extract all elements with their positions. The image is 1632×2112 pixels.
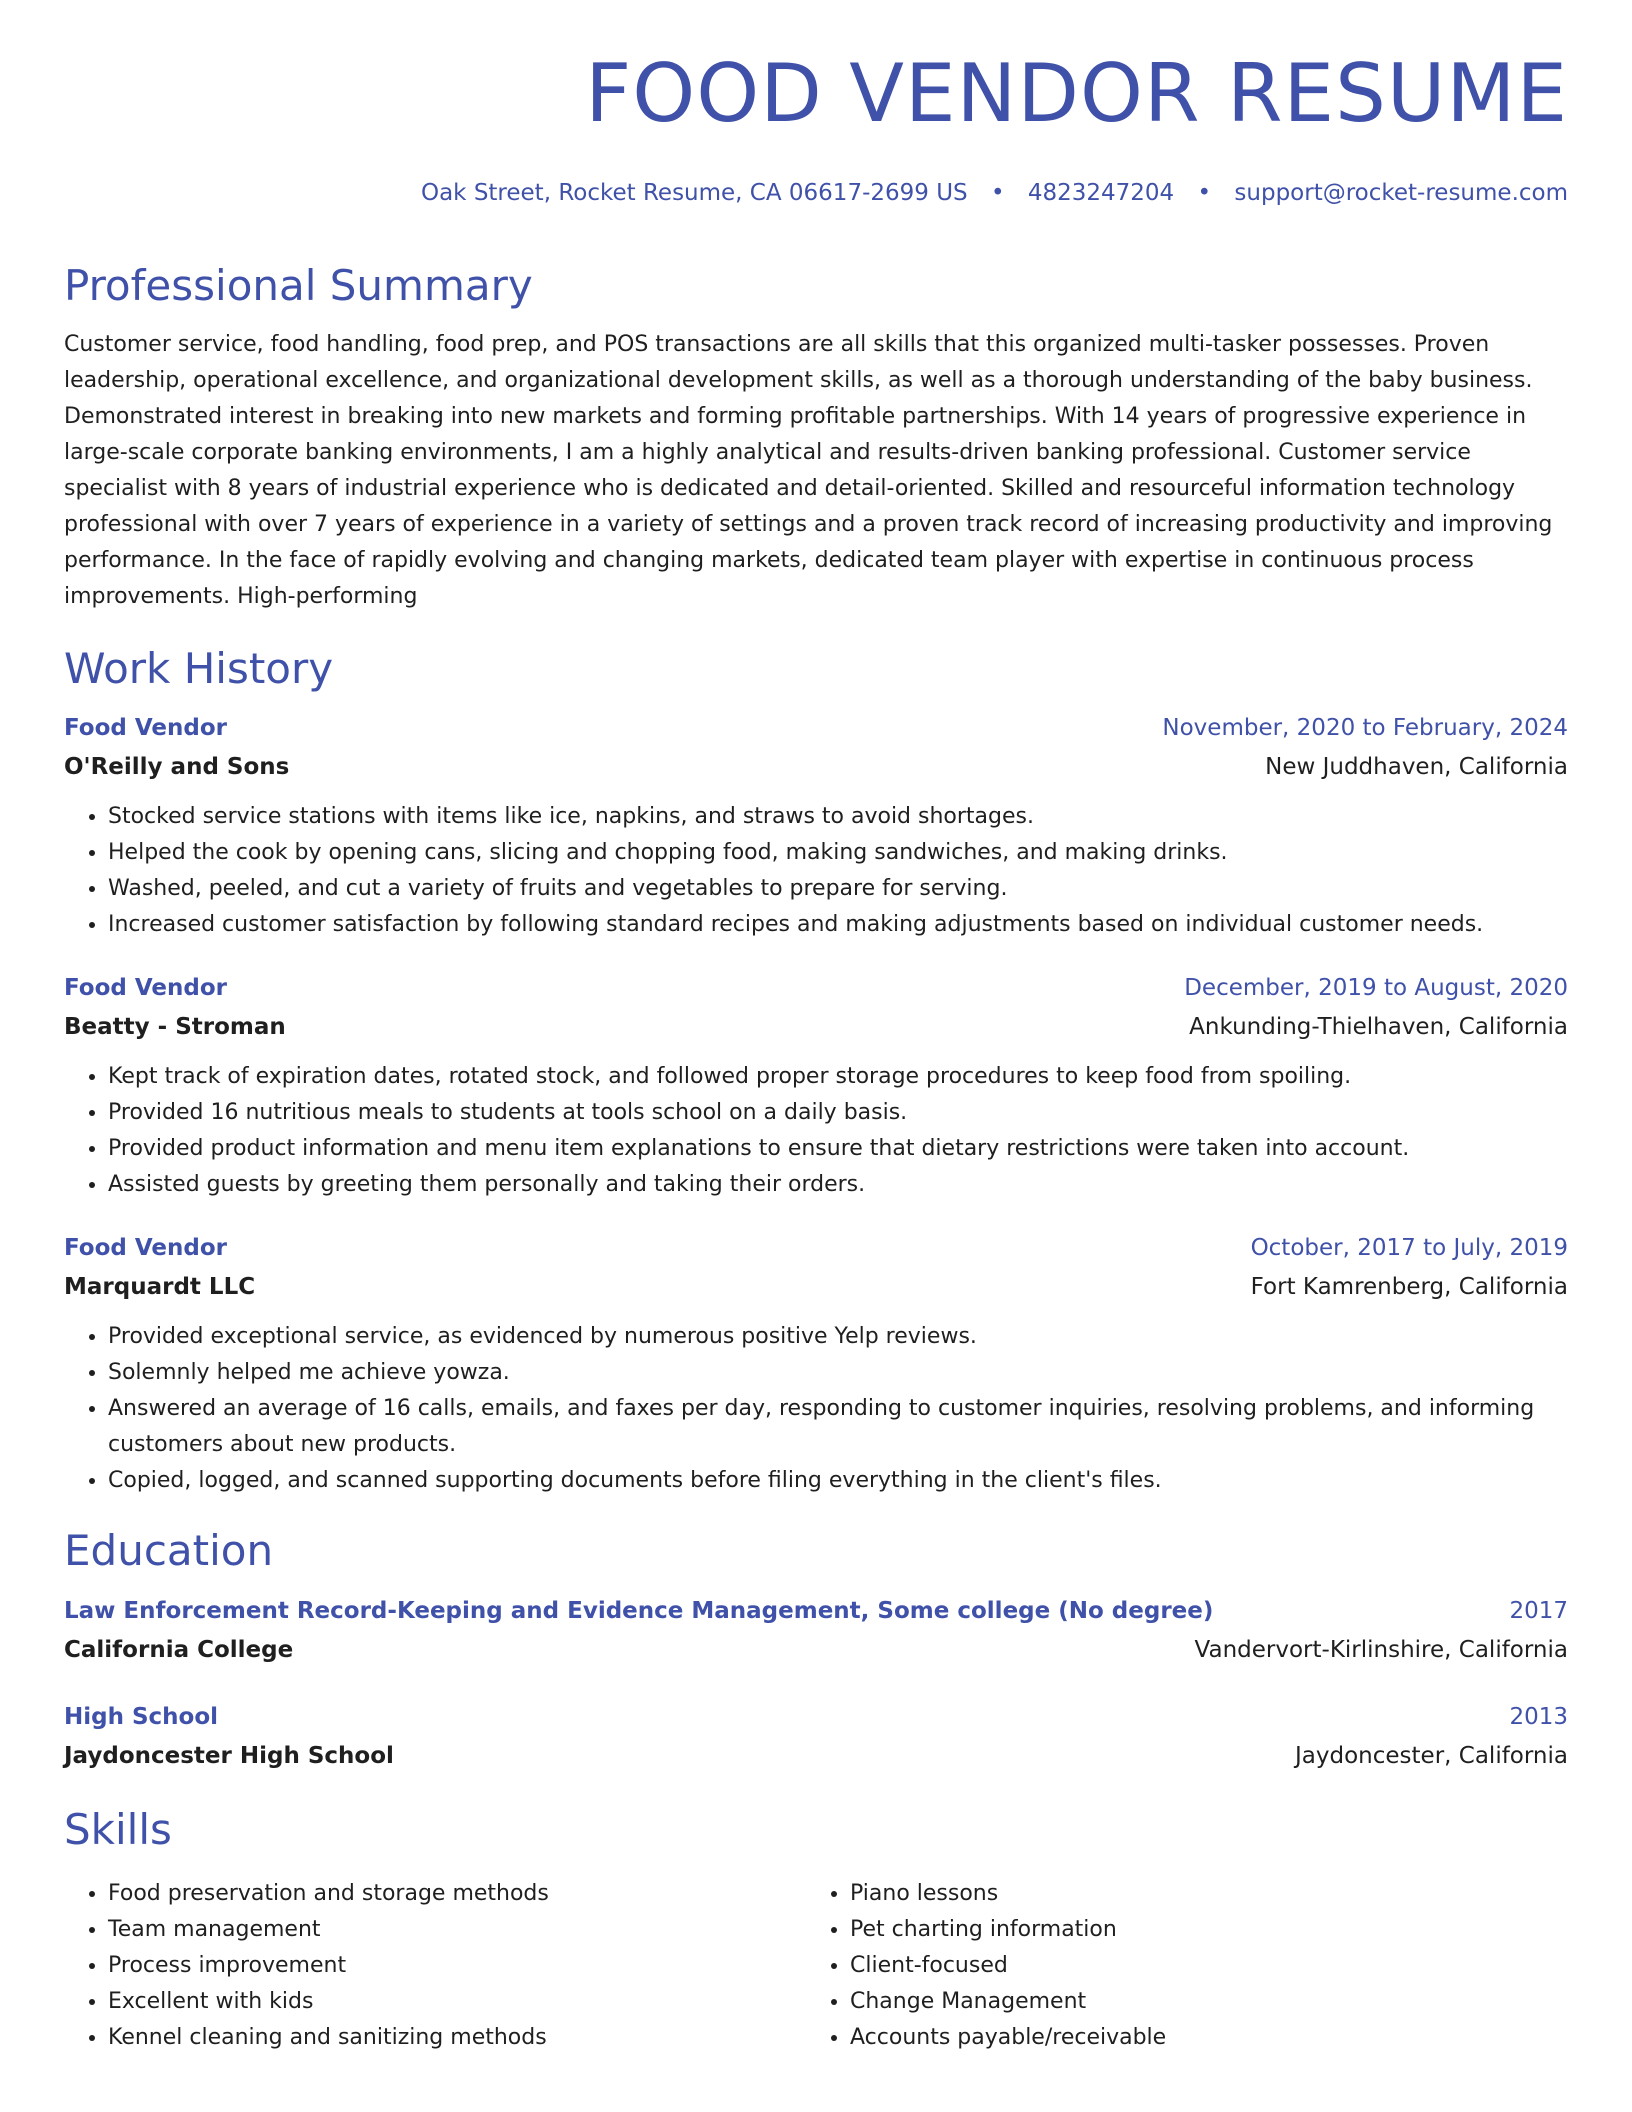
education-degree: High School	[64, 1703, 219, 1730]
education-school: California College	[64, 1636, 294, 1663]
job-entry	[64, 1229, 1568, 1499]
skills-columns	[64, 1870, 1568, 2056]
resume-title: FOOD VENDOR RESUME	[585, 47, 1568, 140]
skill-item: • Process improvement	[108, 1948, 806, 1984]
education-degree: Law Enforcement Record-Keeping and Evidence Management, Some college (No degree)	[64, 1597, 1214, 1624]
section-heading-skills: Skills	[64, 1804, 172, 1854]
job-location: Ankunding-Thielhaven, California	[1189, 1014, 1568, 1040]
skill-item: • Change Management	[850, 1984, 1568, 2020]
job-bullet: • Provided exceptional service, as evidenced by numerous positive Yelp reviews.	[108, 1319, 1568, 1355]
job-bullet: • Helped the cook by opening cans, slicing and chopping food, making sandwiches, and making drinks.	[108, 835, 1568, 871]
job-bullets	[64, 799, 1568, 943]
job-bullet: • Increased customer satisfaction by following standard recipes and making adjustments based on individual customer needs.	[108, 907, 1568, 943]
summary-text: Customer service, food handling, food prep, and POS transactions are all skills that this organized multi-tasker possesses. Proven leadership, operational excellence, and organizational development skills, as well as a thorough understanding of the baby business. Demonstrated interest in breaking into new markets and forming profitable partnerships. With 14 years of progressive experience in large-scale corporate banking environments, I am a highly analytical and results-driven banking professional. Customer service specialist with 8 years of industrial experience who is dedicated and detail-oriented. Skilled and resourceful information technology professional with over 7 years of experience in a variety of settings and a proven track record of increasing productivity and improving performance. In the face of rapidly evolving and changing markets, dedicated team player with expertise in continuous process improvements. High-performing	[64, 331, 1553, 609]
professional-summary-section	[64, 260, 1568, 615]
education-school: Jaydoncester High School	[64, 1742, 394, 1769]
contact-email: support@rocket-resume.com	[1234, 180, 1568, 206]
job-company: Beatty - Stroman	[64, 1014, 286, 1040]
section-heading-education: Education	[64, 1526, 274, 1575]
skill-item: • Accounts payable/receivable	[850, 2020, 1568, 2056]
education-entry	[64, 1698, 1568, 1776]
contact-line	[421, 180, 1568, 206]
skill-item: • Kennel cleaning and sanitizing methods	[108, 2020, 806, 2056]
job-entry	[64, 709, 1568, 943]
skill-item: • Client-focused	[850, 1948, 1568, 1984]
job-title: Food Vendor	[64, 975, 227, 1001]
job-bullet: • Provided product information and menu item explanations to ensure that dietary restrictions were taken into account.	[108, 1131, 1568, 1167]
job-location: New Juddhaven, California	[1265, 754, 1568, 780]
section-heading-summary: Professional Summary	[64, 261, 533, 310]
education-location: Vandervort-Kirlinshire, California	[1194, 1636, 1568, 1663]
resume-content	[64, 260, 1568, 2056]
job-title: Food Vendor	[64, 715, 227, 741]
contact-phone: 4823247204	[1027, 180, 1175, 206]
job-title: Food Vendor	[64, 1235, 227, 1261]
skill-item: • Team management	[108, 1912, 806, 1948]
contact-address: Oak Street, Rocket Resume, CA 06617-2699 US	[420, 180, 968, 206]
work-history-section	[64, 643, 1568, 1500]
job-entry	[64, 969, 1568, 1203]
skill-item: • Piano lessons	[850, 1876, 1568, 1912]
job-bullet: • Washed, peeled, and cut a variety of fruits and vegetables to prepare for serving.	[108, 871, 1568, 907]
job-bullet: • Stocked service stations with items like ice, napkins, and straws to avoid shortages.	[108, 799, 1568, 835]
job-dates: December, 2019 to August, 2020	[1184, 975, 1568, 1001]
job-bullet: • Solemnly helped me achieve yowza.	[108, 1355, 1568, 1391]
contact-separator: •	[1197, 180, 1212, 206]
education-year: 2013	[1509, 1703, 1568, 1730]
job-bullet: • Assisted guests by greeting them personally and taking their orders.	[108, 1167, 1568, 1203]
education-section	[64, 1525, 1568, 1776]
education-year: 2017	[1509, 1597, 1568, 1624]
skills-list-right	[806, 1876, 1568, 2056]
job-bullets	[64, 1059, 1568, 1203]
job-dates: October, 2017 to July, 2019	[1250, 1235, 1568, 1261]
job-company: Marquardt LLC	[64, 1274, 256, 1300]
job-bullets	[64, 1319, 1568, 1499]
education-location: Jaydoncester, California	[1295, 1742, 1568, 1769]
job-company: O'Reilly and Sons	[64, 754, 290, 780]
contact-separator: •	[990, 180, 1005, 206]
job-dates: November, 2020 to February, 2024	[1162, 715, 1568, 741]
job-bullet: • Provided 16 nutritious meals to students at tools school on a daily basis.	[108, 1095, 1568, 1131]
education-entry	[64, 1592, 1568, 1670]
job-bullet: • Answered an average of 16 calls, emails, and faxes per day, responding to customer inquiries, resolving problems, and informing customers about new products.	[108, 1391, 1568, 1463]
section-heading-work-history: Work History	[64, 643, 334, 693]
skill-item: • Food preservation and storage methods	[108, 1876, 806, 1912]
job-bullet: • Copied, logged, and scanned supporting documents before filing everything in the client's files.	[108, 1463, 1568, 1499]
skill-item: • Pet charting information	[850, 1912, 1568, 1948]
skill-item: • Excellent with kids	[108, 1984, 806, 2020]
skills-list-left	[64, 1876, 806, 2056]
job-bullet: • Kept track of expiration dates, rotated stock, and followed proper storage procedures to keep food from spoiling.	[108, 1059, 1568, 1095]
job-location: Fort Kamrenberg, California	[1250, 1274, 1568, 1300]
skills-section	[64, 1804, 1568, 2057]
